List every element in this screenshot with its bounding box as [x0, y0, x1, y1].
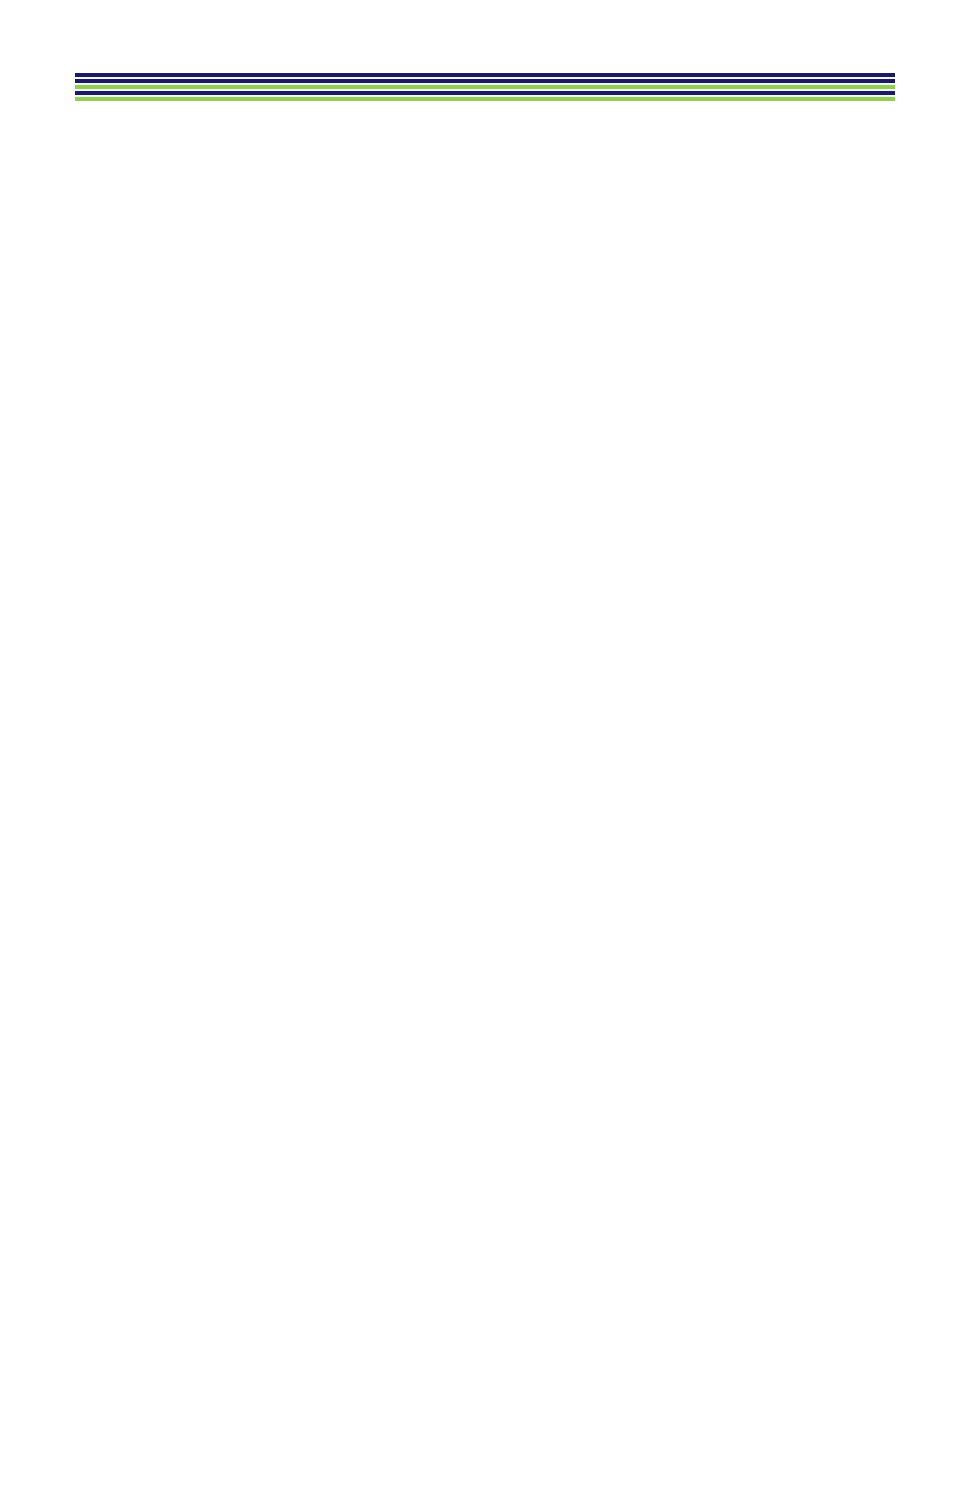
- uprawnienie-block: [75, 85, 895, 89]
- block-spacer: [75, 85, 238, 89]
- form-title: [75, 73, 895, 77]
- uprawnienie-list: [238, 85, 895, 89]
- matura-form: [75, 73, 895, 101]
- info-general-header: [75, 91, 895, 95]
- uprawnienie-header: [75, 79, 895, 83]
- block-spacer: [75, 97, 238, 101]
- info-general-block: [75, 97, 895, 101]
- info-general-list: [238, 97, 895, 101]
